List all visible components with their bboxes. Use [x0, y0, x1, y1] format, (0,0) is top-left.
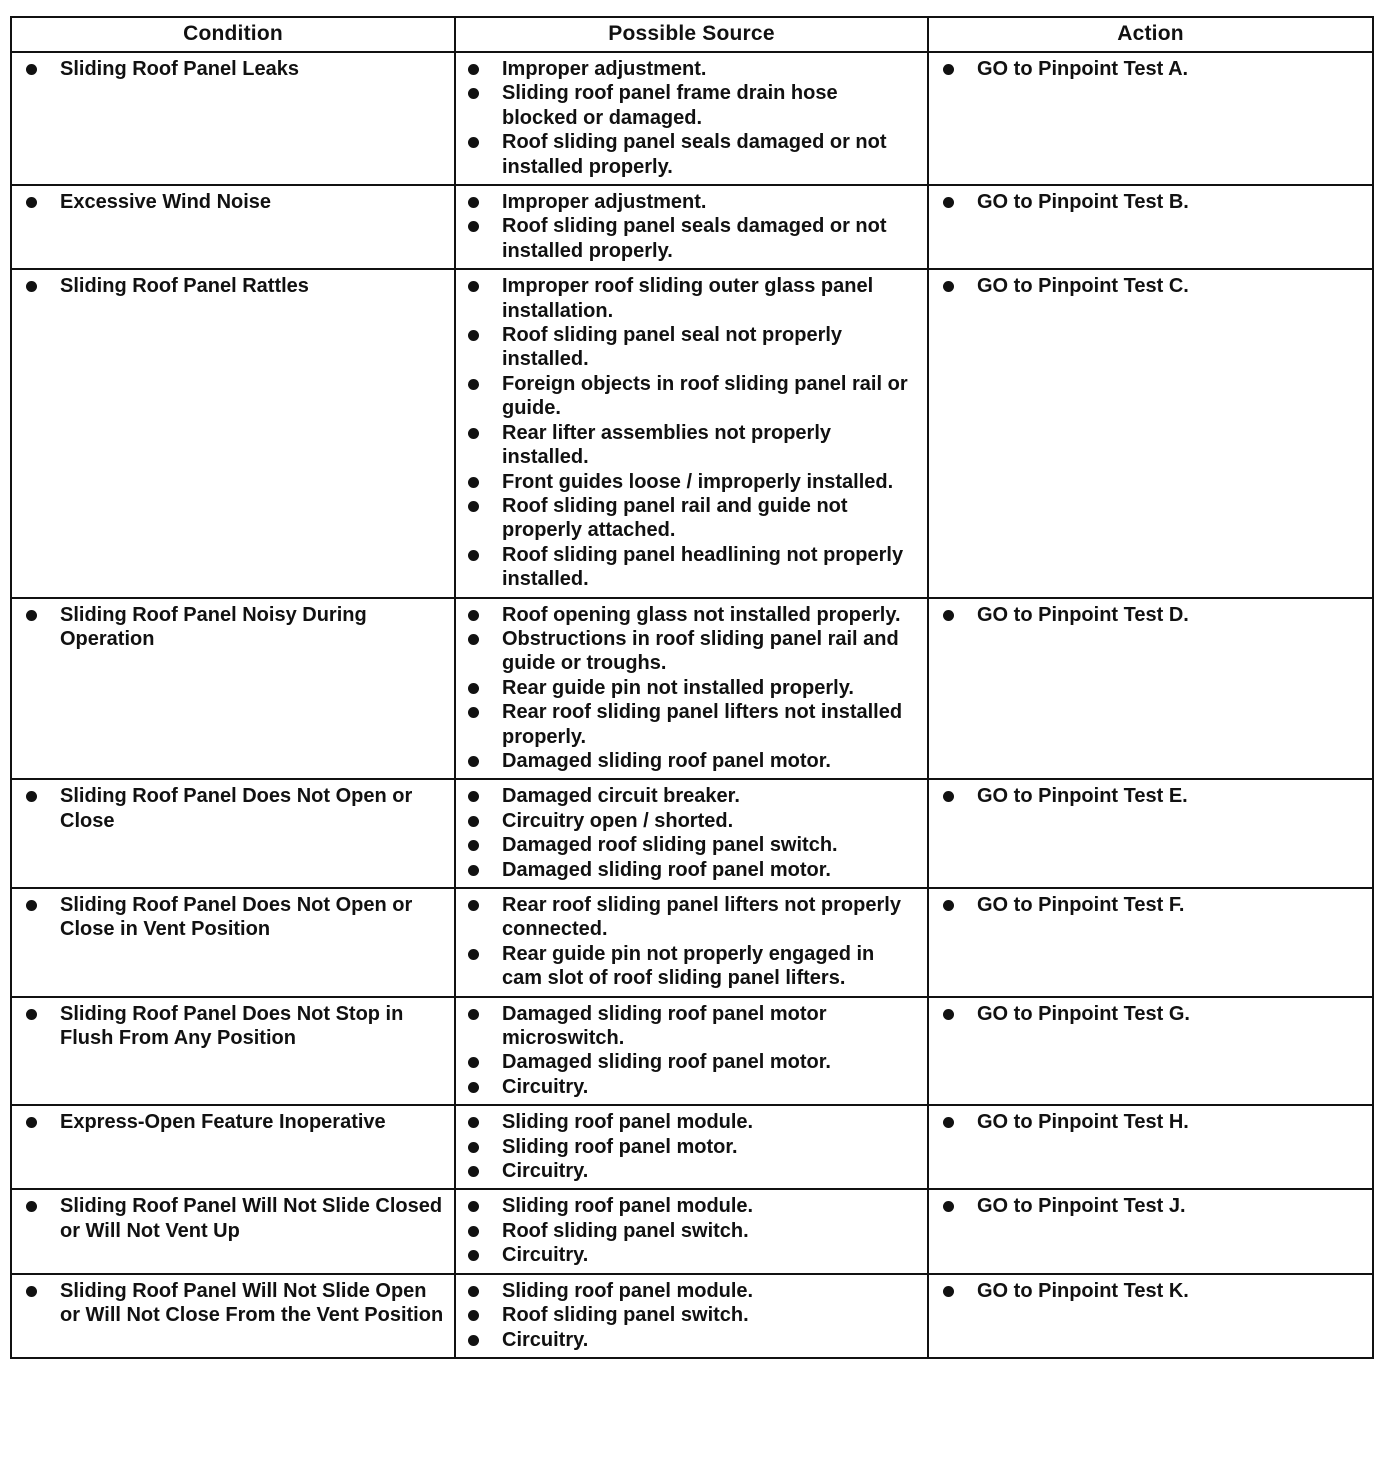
bullet-icon	[468, 634, 479, 645]
bullet-icon	[468, 1082, 479, 1093]
list-item	[12, 603, 454, 652]
list-item	[456, 858, 927, 882]
possible-source-cell	[455, 888, 928, 997]
condition-cell	[11, 52, 455, 185]
bullet-icon	[468, 1201, 479, 1212]
list-item	[929, 1279, 1372, 1303]
condition-cell	[11, 779, 455, 888]
bullet-icon	[26, 197, 37, 208]
bullet-icon	[468, 1166, 479, 1177]
table-row	[11, 269, 1373, 597]
list-item	[12, 784, 454, 833]
bullet-icon	[468, 221, 479, 232]
list-item	[12, 1279, 454, 1328]
diagnosis-table-container	[10, 16, 1372, 1359]
list-item-text: GO to Pinpoint Test K.	[977, 1279, 1189, 1302]
list-item-text: Sliding roof panel frame drain hose blocked or damaged.	[502, 82, 838, 129]
list-item-text: GO to Pinpoint Test E.	[977, 785, 1188, 808]
bullet-icon	[468, 550, 479, 561]
bullet-icon	[468, 330, 479, 341]
bullet-icon	[26, 900, 37, 911]
header-row	[11, 17, 1373, 52]
list-item-text: Sliding Roof Panel Rattles	[60, 275, 309, 298]
list-item-text: Improper roof sliding outer glass panel installation.	[502, 275, 874, 322]
bullet-icon	[468, 791, 479, 802]
list-item	[929, 603, 1372, 627]
bullet-icon	[468, 1250, 479, 1261]
list-item-text: GO to Pinpoint Test H.	[977, 1111, 1189, 1134]
table-row	[11, 997, 1373, 1106]
list-item	[929, 1194, 1372, 1218]
bullet-icon	[468, 137, 479, 148]
condition-cell	[11, 888, 455, 997]
list-item-text: Roof sliding panel switch.	[502, 1219, 749, 1242]
table-row	[11, 779, 1373, 888]
list-item-text: Roof sliding panel seal not properly installed.	[502, 324, 843, 371]
possible-source-cell	[455, 779, 928, 888]
bullet-icon	[26, 610, 37, 621]
list-item-text: Circuitry.	[502, 1160, 589, 1183]
list-item	[456, 1075, 927, 1099]
table-row	[11, 888, 1373, 997]
list-item-text: Roof sliding panel switch.	[502, 1304, 749, 1327]
action-cell	[928, 888, 1373, 997]
condition-cell	[11, 1105, 455, 1189]
action-cell-list	[929, 784, 1372, 808]
list-item-text: Sliding Roof Panel Leaks	[60, 58, 299, 80]
possible-source-cell-list	[456, 784, 927, 882]
possible-source-cell	[455, 269, 928, 597]
bullet-icon	[468, 281, 479, 292]
list-item-text: Sliding Roof Panel Does Not Open or Close in Vent Position	[60, 894, 413, 941]
condition-cell-list	[12, 274, 454, 298]
condition-cell	[11, 185, 455, 269]
header-action: Action	[928, 17, 1373, 52]
action-cell	[928, 598, 1373, 780]
list-item	[456, 627, 927, 676]
bullet-icon	[468, 197, 479, 208]
list-item-text: Sliding roof panel module.	[502, 1279, 754, 1302]
bullet-icon	[468, 1335, 479, 1346]
list-item	[12, 893, 454, 942]
list-item	[929, 1002, 1372, 1026]
list-item-text: GO to Pinpoint Test A.	[977, 58, 1189, 80]
action-cell	[928, 1274, 1373, 1358]
list-item	[456, 809, 927, 833]
list-item	[929, 190, 1372, 214]
condition-cell	[11, 269, 455, 597]
possible-source-cell	[455, 1105, 928, 1189]
bullet-icon	[468, 1117, 479, 1128]
list-item	[456, 1050, 927, 1074]
bullet-icon	[468, 88, 479, 99]
list-item-text: Roof sliding panel headlining not properly installed.	[502, 543, 904, 591]
list-item-text: Sliding roof panel module.	[502, 1195, 754, 1218]
list-item-text: GO to Pinpoint Test J.	[977, 1195, 1186, 1218]
list-item	[456, 1243, 927, 1267]
list-item-text: Roof sliding panel seals damaged or not installed properly.	[502, 215, 887, 262]
possible-source-cell	[455, 185, 928, 269]
condition-cell	[11, 598, 455, 780]
list-item	[456, 57, 927, 81]
bullet-icon	[468, 428, 479, 439]
list-item-text: Roof opening glass not installed properly.	[502, 603, 901, 626]
table-row	[11, 598, 1373, 780]
list-item	[12, 190, 454, 214]
list-item	[12, 57, 454, 81]
action-cell-list	[929, 274, 1372, 298]
bullet-icon	[26, 64, 37, 75]
bullet-icon	[468, 1009, 479, 1020]
bullet-icon	[468, 707, 479, 718]
list-item	[456, 1135, 927, 1159]
action-cell	[928, 185, 1373, 269]
list-item	[929, 57, 1372, 81]
list-item-text: Roof sliding panel rail and guide not properly attached.	[502, 494, 848, 542]
list-item	[456, 1328, 927, 1352]
condition-cell-list	[12, 190, 454, 214]
possible-source-cell	[455, 598, 928, 780]
list-item	[456, 1002, 927, 1051]
action-cell-list	[929, 1110, 1372, 1134]
list-item	[456, 494, 927, 543]
bullet-icon	[468, 900, 479, 911]
list-item-text: Improper adjustment.	[502, 58, 707, 80]
action-cell-list	[929, 57, 1372, 81]
table-row	[11, 52, 1373, 185]
condition-cell	[11, 1189, 455, 1273]
bullet-icon	[943, 1286, 954, 1297]
table-body	[11, 52, 1373, 1358]
condition-cell-list	[12, 893, 454, 942]
list-item	[929, 893, 1372, 917]
list-item-text: Rear roof sliding panel lifters not properly connected.	[502, 894, 901, 941]
condition-cell	[11, 1274, 455, 1358]
list-item	[12, 1002, 454, 1051]
bullet-icon	[943, 900, 954, 911]
bullet-icon	[943, 1009, 954, 1020]
list-item	[456, 676, 927, 700]
list-item-text: Obstructions in roof sliding panel rail and guide or troughs.	[502, 627, 899, 675]
condition-cell-list	[12, 603, 454, 652]
list-item-text: GO to Pinpoint Test F.	[977, 894, 1185, 916]
list-item	[456, 603, 927, 627]
list-item	[456, 1303, 927, 1327]
list-item	[456, 749, 927, 773]
list-item	[12, 274, 454, 298]
bullet-icon	[26, 1009, 37, 1020]
possible-source-cell-list	[456, 1194, 927, 1267]
possible-source-cell	[455, 52, 928, 185]
list-item	[12, 1110, 454, 1134]
list-item	[12, 1194, 454, 1243]
possible-source-cell-list	[456, 1110, 927, 1183]
bullet-icon	[468, 1310, 479, 1321]
action-cell-list	[929, 1279, 1372, 1303]
bullet-icon	[468, 949, 479, 960]
list-item	[456, 700, 927, 749]
bullet-icon	[468, 64, 479, 75]
bullet-icon	[26, 791, 37, 802]
list-item-text: Sliding Roof Panel Will Not Slide Open or Will Not Close From the Vent Position	[60, 1279, 444, 1327]
list-item	[456, 214, 927, 263]
list-item	[456, 323, 927, 372]
bullet-icon	[943, 64, 954, 75]
possible-source-cell-list	[456, 57, 927, 179]
list-item	[456, 942, 927, 991]
list-item	[929, 1110, 1372, 1134]
condition-cell-list	[12, 1279, 454, 1328]
list-item-text: Damaged sliding roof panel motor microswitch.	[502, 1002, 827, 1050]
table-row	[11, 1274, 1373, 1358]
bullet-icon	[468, 816, 479, 827]
list-item	[456, 1194, 927, 1218]
possible-source-cell-list	[456, 603, 927, 774]
list-item-text: GO to Pinpoint Test G.	[977, 1002, 1190, 1025]
list-item-text: Damaged sliding roof panel motor.	[502, 749, 831, 772]
bullet-icon	[26, 1286, 37, 1297]
list-item-text: Damaged roof sliding panel switch.	[502, 834, 838, 857]
list-item-text: Sliding Roof Panel Will Not Slide Closed or Will Not Vent Up	[60, 1195, 443, 1242]
bullet-icon	[943, 791, 954, 802]
list-item-text: GO to Pinpoint Test B.	[977, 191, 1189, 214]
action-cell-list	[929, 603, 1372, 627]
possible-source-cell-list	[456, 190, 927, 263]
bullet-icon	[468, 1226, 479, 1237]
bullet-icon	[468, 1057, 479, 1068]
bullet-icon	[943, 197, 954, 208]
bullet-icon	[468, 501, 479, 512]
list-item	[456, 421, 927, 470]
list-item-text: Damaged circuit breaker.	[502, 785, 740, 808]
action-cell	[928, 779, 1373, 888]
bullet-icon	[468, 1286, 479, 1297]
list-item-text: Rear roof sliding panel lifters not installed properly.	[502, 701, 903, 748]
possible-source-cell	[455, 997, 928, 1106]
list-item-text: Circuitry.	[502, 1075, 589, 1098]
list-item-text: GO to Pinpoint Test D.	[977, 603, 1189, 626]
list-item-text: Circuitry open / shorted.	[502, 809, 734, 832]
list-item-text: GO to Pinpoint Test C.	[977, 275, 1189, 298]
list-item-text: Sliding Roof Panel Does Not Open or Close	[60, 785, 413, 832]
condition-cell-list	[12, 1194, 454, 1243]
list-item-text: Excessive Wind Noise	[60, 191, 272, 214]
list-item-text: Sliding Roof Panel Does Not Stop in Flush From Any Position	[60, 1002, 404, 1050]
list-item	[456, 130, 927, 179]
action-cell	[928, 269, 1373, 597]
list-item	[456, 543, 927, 592]
table-row	[11, 1105, 1373, 1189]
list-item-text: Rear lifter assemblies not properly installed.	[502, 421, 832, 469]
list-item-text: Improper adjustment.	[502, 191, 707, 214]
bullet-icon	[468, 610, 479, 621]
list-item-text: Front guides loose / improperly installed.	[502, 470, 894, 493]
possible-source-cell-list	[456, 893, 927, 991]
list-item	[456, 190, 927, 214]
action-cell-list	[929, 190, 1372, 214]
list-item	[456, 372, 927, 421]
list-item-text: Roof sliding panel seals damaged or not installed properly.	[502, 131, 887, 178]
bullet-icon	[468, 477, 479, 488]
action-cell-list	[929, 1194, 1372, 1218]
list-item-text: Circuitry.	[502, 1244, 589, 1267]
bullet-icon	[468, 840, 479, 851]
action-cell	[928, 1105, 1373, 1189]
bullet-icon	[468, 683, 479, 694]
list-item	[456, 1110, 927, 1134]
possible-source-cell-list	[456, 1279, 927, 1352]
bullet-icon	[943, 1117, 954, 1128]
list-item	[456, 833, 927, 857]
list-item-text: Foreign objects in roof sliding panel rail or guide.	[502, 372, 908, 420]
condition-cell-list	[12, 1110, 454, 1134]
list-item-text: Express-Open Feature Inoperative	[60, 1111, 386, 1134]
condition-cell-list	[12, 784, 454, 833]
list-item	[929, 784, 1372, 808]
bullet-icon	[468, 756, 479, 767]
list-item-text: Damaged sliding roof panel motor.	[502, 1051, 831, 1074]
list-item-text: Circuitry.	[502, 1328, 589, 1351]
action-cell	[928, 52, 1373, 185]
possible-source-cell	[455, 1189, 928, 1273]
action-cell-list	[929, 893, 1372, 917]
list-item	[929, 274, 1372, 298]
action-cell	[928, 997, 1373, 1106]
condition-cell-list	[12, 1002, 454, 1051]
bullet-icon	[943, 1201, 954, 1212]
action-cell-list	[929, 1002, 1372, 1026]
bullet-icon	[26, 281, 37, 292]
list-item-text: Sliding Roof Panel Noisy During Operation	[60, 603, 367, 650]
condition-cell	[11, 997, 455, 1106]
bullet-icon	[26, 1117, 37, 1128]
header-possible-source: Possible Source	[455, 17, 928, 52]
list-item	[456, 893, 927, 942]
possible-source-cell	[455, 1274, 928, 1358]
list-item	[456, 784, 927, 808]
list-item-text: Sliding roof panel module.	[502, 1111, 754, 1134]
list-item-text: Sliding roof panel motor.	[502, 1135, 738, 1158]
list-item-text: Rear guide pin not properly engaged in cam slot of roof sliding panel lifters.	[502, 942, 875, 990]
possible-source-cell-list	[456, 1002, 927, 1100]
table-row	[11, 1189, 1373, 1273]
list-item-text: Rear guide pin not installed properly.	[502, 676, 854, 699]
bullet-icon	[468, 865, 479, 876]
condition-cell-list	[12, 57, 454, 81]
table-row	[11, 185, 1373, 269]
list-item	[456, 1159, 927, 1183]
list-item	[456, 274, 927, 323]
bullet-icon	[26, 1201, 37, 1212]
bullet-icon	[468, 1142, 479, 1153]
list-item	[456, 1279, 927, 1303]
list-item	[456, 81, 927, 130]
bullet-icon	[943, 610, 954, 621]
possible-source-cell-list	[456, 274, 927, 591]
list-item	[456, 470, 927, 494]
list-item-text: Damaged sliding roof panel motor.	[502, 858, 831, 881]
bullet-icon	[468, 379, 479, 390]
diagnosis-table	[10, 16, 1374, 1359]
header-condition: Condition	[11, 17, 455, 52]
action-cell	[928, 1189, 1373, 1273]
bullet-icon	[943, 281, 954, 292]
list-item	[456, 1219, 927, 1243]
